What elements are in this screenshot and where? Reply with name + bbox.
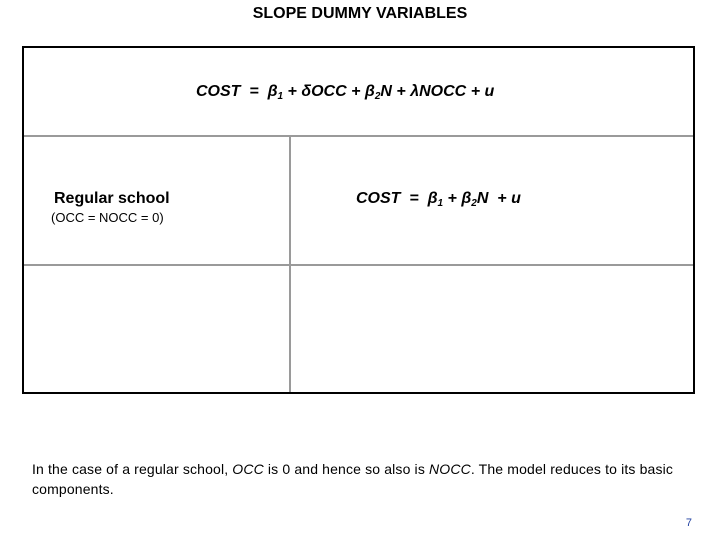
eq-plus: +	[287, 83, 297, 100]
u-term: u	[511, 190, 521, 207]
slide-title: SLOPE DUMMY VARIABLES	[252, 5, 468, 22]
page-number: 7	[685, 517, 692, 529]
beta1-subscript: 1	[437, 198, 444, 209]
model-table	[22, 46, 695, 394]
eq-equals: =	[409, 190, 419, 207]
eq-plus: +	[396, 83, 406, 100]
n-term: N	[380, 83, 392, 100]
lambda-symbol: λ	[410, 83, 420, 100]
beta2-subscript: 2	[471, 198, 477, 209]
beta1-symbol: β	[267, 83, 278, 100]
caption-part-1: In the case of a regular school,	[32, 461, 233, 477]
regular-school-equation	[356, 190, 521, 209]
eq-plus: +	[470, 83, 481, 100]
beta1-subscript: 1	[277, 91, 284, 102]
caption-nocc: NOCC	[429, 461, 471, 477]
full-model-equation	[196, 83, 494, 102]
beta1-symbol: β	[427, 190, 438, 207]
eq-plus: +	[447, 190, 457, 207]
u-term: u	[484, 83, 495, 100]
beta2-symbol: β	[364, 83, 375, 100]
regular-school-condition: (OCC = NOCC = 0)	[51, 210, 164, 225]
caption-part-3: . The model reduces to its basic components.	[32, 461, 674, 497]
eq-plus: +	[497, 190, 507, 207]
occ-term: OCC	[311, 83, 347, 100]
table-divider-bottom	[24, 264, 693, 266]
delta-symbol: δ	[301, 83, 312, 100]
table-divider-top	[24, 135, 693, 137]
table-divider-vertical	[289, 137, 291, 392]
beta2-subscript: 2	[374, 91, 381, 102]
eq-plus: +	[351, 83, 361, 100]
nocc-term: NOCC	[419, 83, 467, 100]
caption-part-2: is 0 and hence so also is	[263, 461, 430, 477]
eq-lhs: COST	[356, 190, 401, 207]
caption-occ: OCC	[232, 461, 264, 477]
eq-lhs: COST	[196, 83, 241, 100]
beta2-symbol: β	[461, 190, 472, 207]
slide-caption	[32, 459, 700, 499]
regular-school-label: Regular school	[54, 190, 170, 207]
n-term: N	[476, 190, 489, 207]
eq-equals: =	[249, 83, 259, 100]
